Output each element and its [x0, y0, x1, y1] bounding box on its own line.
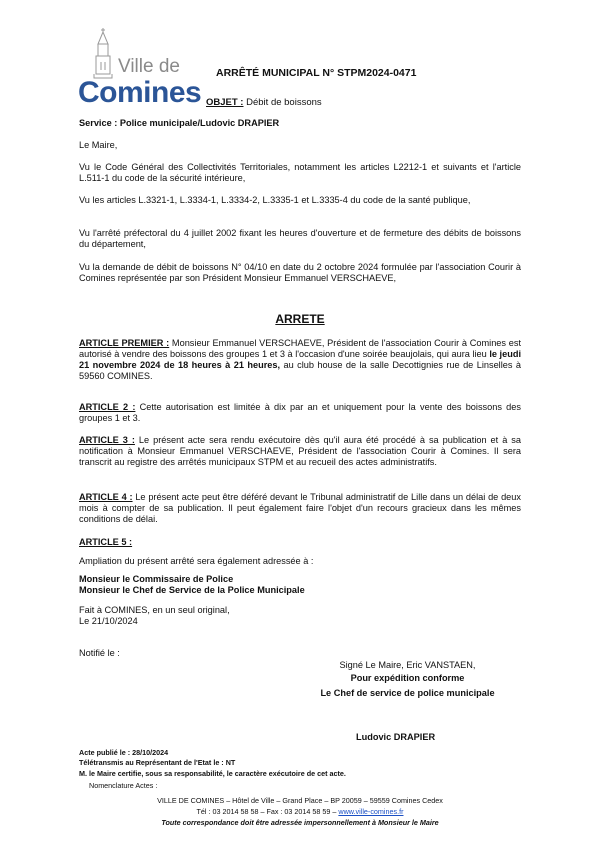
- salutation: Le Maire,: [79, 140, 118, 150]
- signature-line-3: Le Chef de service de police municipale: [320, 688, 495, 698]
- article-3-text: Le présent acte sera rendu exécutoire dès qu'il aura été procédé à sa publication et à sa notification à Monsieur Emmanuel VERSCHAEVE, Président de l'association Courir à Comines. Il sera transcrit au registre des arrêtés municipaux STPM et au recueil des actes administratifs.: [79, 435, 521, 467]
- article-1-date: le jeudi 21 novembre 2024 de 18 heures à 21 heures,: [79, 349, 521, 370]
- website-link[interactable]: www.ville-comines.fr: [338, 807, 404, 816]
- vu-clause-1: Vu le Code Général des Collectivités Territoriales, notamment les articles L2212-1 et suivants et l'article L.511-1 du code de la sécurité intérieure,: [79, 162, 521, 183]
- article-2: [79, 402, 521, 424]
- article-1-text: Monsieur Emmanuel VERSCHAEVE, Président de l'association Courir à Comines est autorisé à vendre des boissons des groupes 1 et 3 à l'occasion d'une soirée beaujolais, qui aura lieu: [79, 338, 521, 359]
- article-5-label: ARTICLE 5 :: [79, 537, 133, 547]
- vu-clause-4: Vu la demande de débit de boissons N° 04/10 en date du 2 octobre 2024 formulée par l'association Courir à Comines représentée par son Président Monsieur Emmanuel VERSCHAEVE,: [79, 262, 521, 283]
- objet-text: Débit de boissons: [243, 97, 322, 108]
- article-4-label: ARTICLE 4 :: [79, 492, 133, 502]
- article-4-text: Le présent acte peut être déféré devant le Tribunal administratif de Lille dans un délai de deux mois à compter de sa publication. Il peut également faire l'objet d'un recours gracieux dans les mêmes conditions de délai.: [79, 492, 521, 524]
- logo-ville-text: Ville de: [118, 56, 180, 77]
- footer-phone-fax: Tél : 03 2014 58 58 – Fax : 03 2014 58 59 –: [196, 807, 339, 816]
- publication-date: Acte publié le : 28/10/2024: [79, 748, 169, 757]
- recipient-1: Monsieur le Commissaire de Police: [79, 574, 234, 584]
- logo-comines-text: Comines: [78, 76, 202, 109]
- article-1: [79, 338, 521, 382]
- notifie-line: Notifié le :: [79, 648, 120, 658]
- certification: M. le Maire certifie, sous sa responsabilité, le caractère exécutoire de cet acte.: [79, 769, 346, 778]
- objet-label: OBJET :: [206, 97, 244, 108]
- footer-address: VILLE DE COMINES – Hôtel de Ville – Grand Place – BP 20059 – 59559 Comines Cedex: [157, 796, 443, 805]
- teletransmission: Télétransmis au Représentant de l'Etat le : NT: [79, 758, 236, 767]
- fait-line: Fait à COMINES, en un seul original,: [79, 605, 230, 615]
- signatory-name: Ludovic DRAPIER: [356, 732, 436, 742]
- arrete-heading: ARRETE: [275, 312, 325, 326]
- ampliation-line: Ampliation du présent arrêté sera également adressée à :: [79, 556, 314, 566]
- nomenclature: Nomenclature Actes :: [89, 781, 158, 790]
- signature-line-2: Pour expédition conforme: [350, 673, 465, 683]
- footer-notice: Toute correspondance doit être adressée impersonnellement à Monsieur le Maire: [161, 818, 439, 827]
- article-3: [79, 435, 521, 468]
- article-1-label: ARTICLE PREMIER :: [79, 338, 170, 348]
- signature-line-1: Signé Le Maire, Eric VANSTAEN,: [339, 660, 476, 670]
- article-1-location: au club house de la salle Decottignies rue de Linselles à 59560 COMINES.: [79, 360, 521, 381]
- article-4: [79, 492, 521, 525]
- date-line: Le 21/10/2024: [79, 616, 138, 626]
- article-5: [79, 537, 521, 548]
- article-2-text: Cette autorisation est limitée à dix par an et uniquement pour la vente des boissons des groupes 1 et 3.: [79, 402, 521, 423]
- article-3-label: ARTICLE 3 :: [79, 435, 135, 445]
- document-title: ARRÊTÉ MUNICIPAL N° STPM2024-0471: [216, 67, 417, 79]
- service-line: Service : Police municipale/Ludovic DRAPIER: [79, 118, 280, 128]
- recipient-2: Monsieur le Chef de Service de la Police Municipale: [79, 585, 305, 595]
- vu-clause-2: Vu les articles L.3321-1, L.3334-1, L.3334-2, L.3335-1 et L.3335-4 du code de la santé publique,: [79, 195, 471, 205]
- vu-clause-3: Vu l'arrêté préfectoral du 4 juillet 2002 fixant les heures d'ouverture et de fermeture des débits de boissons du département,: [79, 228, 521, 249]
- footer-contact: [79, 807, 521, 816]
- document-subject: [206, 97, 322, 108]
- article-2-label: ARTICLE 2 :: [79, 402, 136, 412]
